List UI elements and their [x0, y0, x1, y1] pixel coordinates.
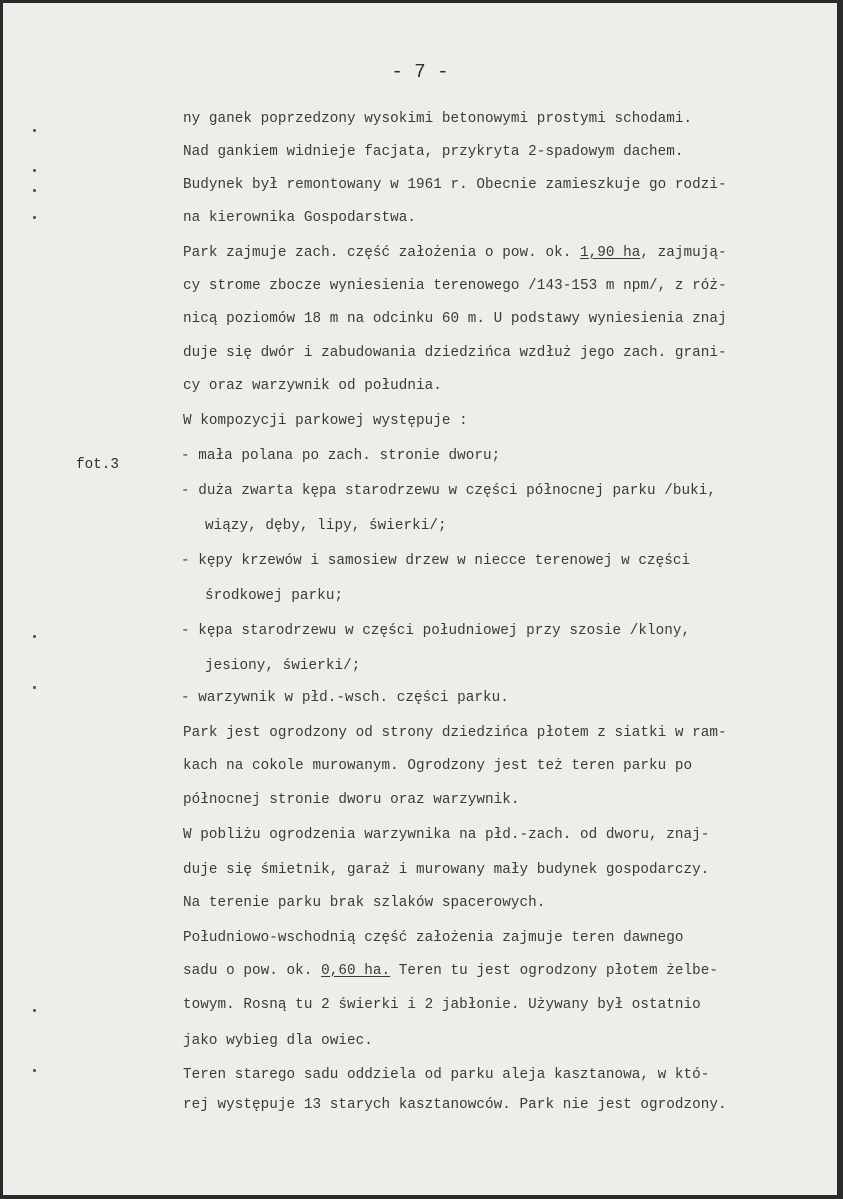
- text-line: - mała polana po zach. stronie dworu;: [181, 448, 501, 464]
- text-line: cy oraz warzywnik od południa.: [183, 378, 442, 394]
- document-page: [3, 3, 837, 1195]
- text-line: Budynek był remontowany w 1961 r. Obecnie zamieszkuje go rodzi-: [183, 177, 727, 193]
- text-line: na kierownika Gospodarstwa.: [183, 210, 416, 226]
- text-line: Park jest ogrodzony od strony dziedzińca płotem z siatki w ram-: [183, 725, 727, 741]
- text-line: jako wybieg dla owiec.: [183, 1033, 373, 1049]
- margin-note: fot.3: [76, 457, 119, 473]
- text-line: Park zajmuje zach. część założenia o pow. ok. 1,90 ha, zajmują-: [183, 245, 727, 261]
- text-line: północnej stronie dworu oraz warzywnik.: [183, 792, 520, 808]
- text-line: Teren starego sadu oddziela od parku aleja kasztanowa, w któ-: [183, 1067, 710, 1083]
- text-line: - duża zwarta kępa starodrzewu w części północnej parku /buki,: [181, 483, 717, 499]
- text-line: - kępa starodrzewu w części południowej przy szosie /klony,: [181, 623, 691, 639]
- text-line: Na terenie parku brak szlaków spacerowych.: [183, 895, 546, 911]
- text-line: W kompozycji parkowej występuje :: [183, 413, 468, 429]
- text-line: duje się śmietnik, garaż i murowany mały budynek gospodarczy.: [183, 862, 710, 878]
- underlined-text: 1,90 ha: [579, 245, 641, 261]
- page-number: - 7 -: [391, 61, 449, 83]
- text-line: sadu o pow. ok. 0,60 ha. Teren tu jest ogrodzony płotem żelbe-: [183, 963, 719, 979]
- text-line: środkowej parku;: [205, 588, 344, 604]
- text-line: ny ganek poprzedzony wysokimi betonowymi prostymi schodami.: [183, 111, 693, 127]
- text-line: rej występuje 13 starych kasztanowców. Park nie jest ogrodzony.: [183, 1097, 727, 1113]
- text-line: towym. Rosną tu 2 świerki i 2 jabłonie. Używany był ostatnio: [183, 997, 701, 1013]
- text-line: jesiony, świerki/;: [205, 658, 361, 674]
- text-line: W pobliżu ogrodzenia warzywnika na płd.-zach. od dworu, znaj-: [183, 827, 710, 843]
- text-line: - warzywnik w płd.-wsch. części parku.: [181, 690, 509, 706]
- underlined-text: 0,60 ha.: [321, 963, 391, 979]
- text-line: - kępy krzewów i samosiew drzew w niecce terenowej w części: [181, 553, 691, 569]
- text-line: Południowo-wschodnią część założenia zajmuje teren dawnego: [183, 930, 684, 946]
- text-line: duje się dwór i zabudowania dziedzińca wzdłuż jego zach. grani-: [183, 345, 727, 361]
- text-line: kach na cokole murowanym. Ogrodzony jest też teren parku po: [183, 758, 693, 774]
- text-line: Nad gankiem widnieje facjata, przykryta 2-spadowym dachem.: [183, 144, 684, 160]
- text-line: nicą poziomów 18 m na odcinku 60 m. U podstawy wyniesienia znaj: [183, 311, 727, 327]
- text-line: wiązy, dęby, lipy, świerki/;: [205, 518, 447, 534]
- text-line: cy strome zbocze wyniesienia terenowego /143-153 m npm/, z róż-: [183, 278, 727, 294]
